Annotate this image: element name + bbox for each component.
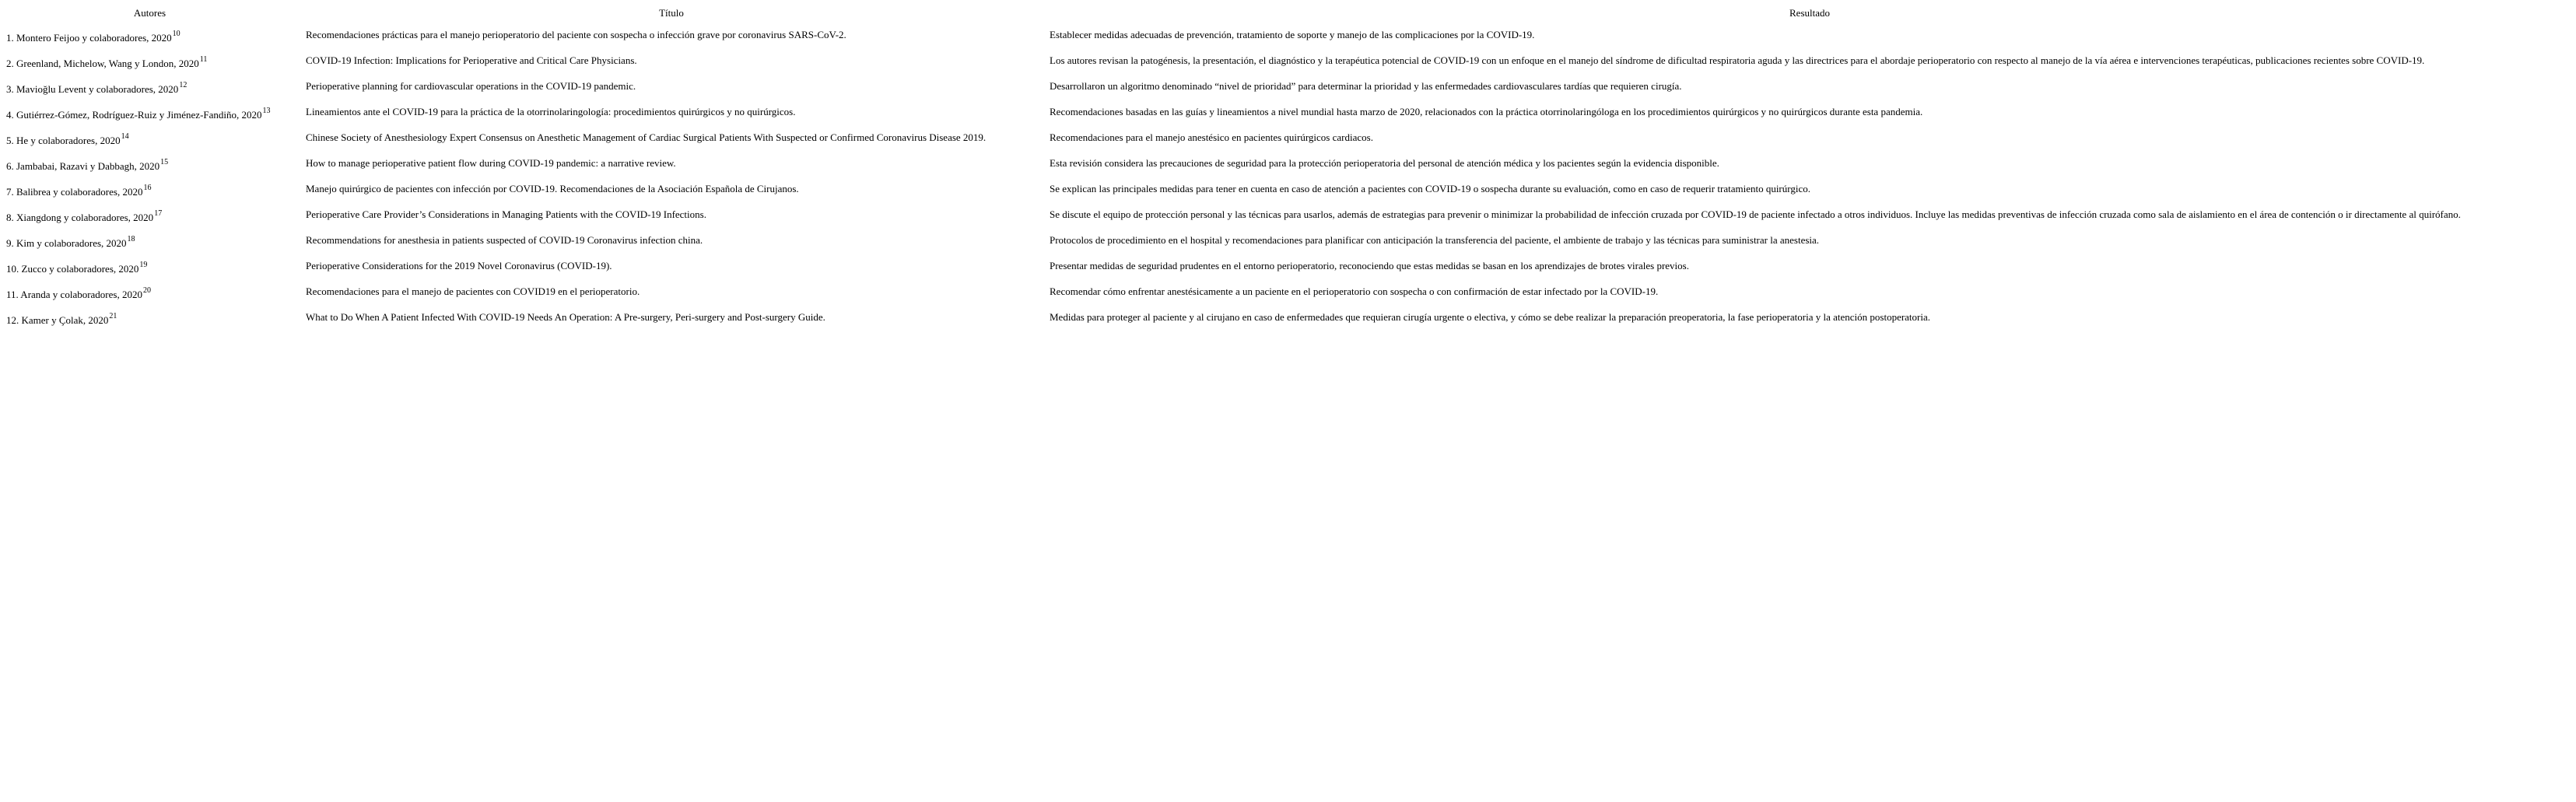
table-body	[0, 23, 2576, 331]
title-cell: COVID-19 Infection: Implications for Perioperative and Critical Care Physicians.	[306, 54, 637, 66]
reference-number: 10	[172, 29, 180, 38]
title-cell: Perioperative Considerations for the 2019 Novel Coronavirus (COVID-19).	[306, 260, 612, 271]
header-resultado: Resultado	[1789, 7, 1830, 19]
author-cell	[0, 305, 300, 331]
reference-number: 17	[154, 208, 163, 218]
reference-number: 16	[143, 183, 152, 192]
reference-number: 18	[127, 234, 135, 243]
title-cell: Perioperative Care Provider’s Considerations in Managing Patients with the COVID-19 Infections.	[306, 208, 706, 220]
author-cell	[0, 254, 300, 279]
author-cell	[0, 125, 300, 151]
title-cell: Recomendaciones prácticas para el manejo perioperatorio del paciente con sospecha o infección grave por coronavirus SARS-CoV-2.	[306, 29, 846, 40]
reference-number: 13	[262, 106, 271, 115]
author-text: 7. Balibrea y colaboradores, 2020	[6, 186, 143, 198]
title-cell: How to manage perioperative patient flow during COVID-19 pandemic: a narrative review.	[306, 157, 676, 169]
reference-number: 21	[109, 311, 117, 320]
author-text: 11. Aranda y colaboradores, 2020	[6, 289, 142, 300]
header-row	[0, 5, 2576, 23]
author-text: 12. Kamer y Çolak, 2020	[6, 314, 109, 326]
result-cell: Esta revisión considera las precauciones de seguridad para la protección perioperatoria del personal de atención médica y los pacientes según la evidencia disponible.	[1050, 157, 1719, 169]
author-text: 5. He y colaboradores, 2020	[6, 135, 121, 146]
result-cell: Los autores revisan la patogénesis, la presentación, el diagnóstico y la terapéutica potencial de COVID-19 con un enfoque en el manejo del síndrome de dificultad respiratoria aguda y las directrices para el abordaje perioperatorio con respecto al manejo de la vía aérea e intervenciones terapéuticas, publicaciones recientes sobre COVID-19.	[1050, 54, 2425, 66]
table-row	[0, 202, 2576, 228]
reference-number: 11	[199, 54, 208, 64]
reference-number: 15	[160, 157, 169, 166]
table-row	[0, 74, 2576, 100]
reference-number: 12	[179, 80, 188, 89]
table-row	[0, 177, 2576, 202]
title-cell: Recomendaciones para el manejo de pacientes con COVID19 en el perioperatorio.	[306, 285, 640, 297]
author-cell	[0, 228, 300, 254]
author-cell	[0, 100, 300, 125]
author-text: 4. Gutiérrez-Gómez, Rodríguez-Ruiz y Jiménez-Fandiño, 2020	[6, 109, 262, 121]
author-cell	[0, 48, 300, 74]
author-text: 10. Zucco y colaboradores, 2020	[6, 263, 139, 275]
title-cell: Perioperative planning for cardiovascular operations in the COVID-19 pandemic.	[306, 80, 636, 92]
result-cell: Recomendaciones para el manejo anestésico en pacientes quirúrgicos cardiacos.	[1050, 131, 1373, 143]
reference-number: 20	[142, 285, 151, 295]
table-row	[0, 100, 2576, 125]
result-cell: Recomendar cómo enfrentar anestésicamente a un paciente en el perioperatorio con sospecha o con confirmación de estar infectado por la COVID-19.	[1050, 285, 1659, 297]
reference-number: 14	[121, 131, 129, 141]
author-text: 8. Xiangdong y colaboradores, 2020	[6, 212, 154, 223]
table-header	[0, 5, 2576, 23]
table-row	[0, 305, 2576, 331]
author-text: 9. Kim y colaboradores, 2020	[6, 237, 127, 249]
table-row	[0, 254, 2576, 279]
result-cell: Se explican las principales medidas para tener en cuenta en caso de atención a pacientes con COVID-19 o sospecha durante su evaluación, como en caso de requerir tratamiento quirúrgico.	[1050, 183, 1810, 194]
header-titulo: Título	[659, 7, 684, 19]
result-cell: Presentar medidas de seguridad prudentes en el entorno perioperatorio, reconociendo que estas medidas se basan en los aprendizajes de brotes virales previos.	[1050, 260, 1689, 271]
author-cell	[0, 177, 300, 202]
table-row	[0, 151, 2576, 177]
author-cell	[0, 151, 300, 177]
title-cell: Recommendations for anesthesia in patients suspected of COVID-19 Coronavirus infection china.	[306, 234, 703, 246]
title-cell: Chinese Society of Anesthesiology Expert Consensus on Anesthetic Management of Cardiac Surgical Patients With Suspected or Confirmed Coronavirus Disease 2019.	[306, 131, 987, 143]
author-cell	[0, 279, 300, 305]
author-cell	[0, 74, 300, 100]
author-text: 3. Mavioğlu Levent y colaboradores, 2020	[6, 83, 179, 95]
header-autores: Autores	[133, 7, 166, 19]
title-cell: What to Do When A Patient Infected With COVID-19 Needs An Operation: A Pre-surgery, Peri-surgery and Post-surgery Guide.	[306, 311, 825, 323]
reference-number: 19	[139, 260, 148, 269]
table-row	[0, 125, 2576, 151]
author-text: 2. Greenland, Michelow, Wang y London, 2020	[6, 58, 199, 69]
table-row	[0, 279, 2576, 305]
result-cell: Medidas para proteger al paciente y al cirujano en caso de enfermedades que requieran cirugía urgente o electiva, y cómo se debe realizar la preparación preoperatoria, la fase perioperatoria y la atención postoperatoria.	[1050, 311, 1931, 323]
result-cell: Desarrollaron un algoritmo denominado “nivel de prioridad” para determinar la prioridad y las enfermedades cardiovasculares tardías que requieren cirugía.	[1050, 80, 1682, 92]
table-row	[0, 48, 2576, 74]
table-row	[0, 228, 2576, 254]
studies-table	[0, 5, 2576, 331]
result-cell: Establecer medidas adecuadas de prevención, tratamiento de soporte y manejo de las complicaciones por la COVID-19.	[1050, 29, 1535, 40]
author-text: 6. Jambabai, Razavi y Dabbagh, 2020	[6, 160, 160, 172]
table-row	[0, 23, 2576, 48]
title-cell: Lineamientos ante el COVID-19 para la práctica de la otorrinolaringología: procedimientos quirúrgicos y no quirúrgicos.	[306, 106, 796, 117]
author-text: 1. Montero Feijoo y colaboradores, 2020	[6, 32, 172, 44]
result-cell: Protocolos de procedimiento en el hospital y recomendaciones para planificar con anticipación la transferencia del paciente, el ambiente de trabajo y las técnicas para suministrar la anestesia.	[1050, 234, 1820, 246]
result-cell: Se discute el equipo de protección personal y las técnicas para usarlos, además de estrategias para prevenir o minimizar la probabilidad de infección cruzada por COVID-19 de paciente infectado a otros individuos. Incluye las medidas preventivas de infección cruzada como sala de aislamiento en el área de contención o ir directamente al quirófano.	[1050, 208, 2461, 220]
author-cell	[0, 202, 300, 228]
author-cell	[0, 23, 300, 48]
result-cell: Recomendaciones basadas en las guías y lineamientos a nivel mundial hasta marzo de 2020, relacionados con la práctica otorrinolaringóloga en los procedimientos quirúrgicos y no quirúrgicos durante esta pandemia.	[1050, 106, 1923, 117]
title-cell: Manejo quirúrgico de pacientes con infección por COVID-19. Recomendaciones de la Asociación Española de Cirujanos.	[306, 183, 799, 194]
